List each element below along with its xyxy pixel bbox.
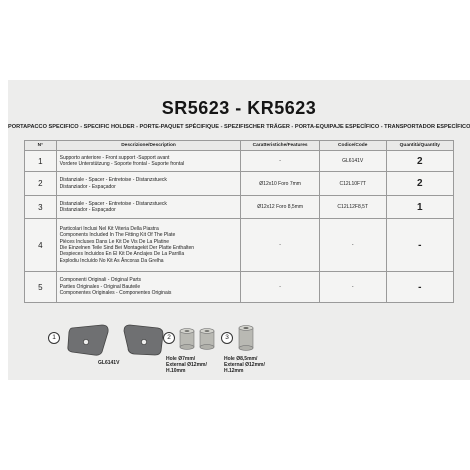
spacer-12mm-illustration (236, 323, 256, 353)
row-features: - (241, 219, 319, 272)
header-quantity: Quantità/Quantity (386, 141, 453, 151)
row-description (56, 272, 241, 303)
row-quantity: 2 (386, 172, 453, 196)
row-quantity: - (386, 219, 453, 272)
document-subtitle: PORTAPACCO SPECIFICO - SPECIFIC HOLDER - PORTE-PAQUET SPÉCIFIQUE - SPEZIFISCHER TRÄGER - PORTA-EQUIPAJE ESPECÍFICO - TRANSPORTADOR ESPECÍFICO (8, 124, 470, 130)
description-line: Distanziale - Spacer - Entretoise - Distanzstueck (59, 200, 167, 207)
item-3-specs (224, 356, 265, 374)
row-description (56, 196, 241, 219)
description-line: Componenti Originali - Original Parts (59, 277, 142, 284)
parts-legend (8, 320, 470, 380)
description-line: Componentes Originales - Componentes Originais (59, 290, 172, 297)
spacer-left (180, 329, 194, 350)
row-number: 4 (25, 219, 57, 272)
spacer-right (200, 329, 214, 350)
table-row (25, 151, 454, 172)
spacer-10mm-illustration (178, 326, 218, 352)
description-line: Explodiu Incluído No Kit As Âncoras Da Grelha (59, 257, 164, 264)
header-no: N° (25, 141, 57, 151)
row-features: Ø12x10 Foro 7mm (241, 172, 319, 196)
description-line: Supporto anteriore - Front support -Support avant (59, 154, 170, 161)
row-code: - (319, 272, 386, 303)
header-description: Descrizione/Description (56, 141, 241, 151)
description-line: Particolari Inclusi Nel Kit Viteria Della Piastra (59, 225, 159, 232)
row-code: C12L10F7T (319, 172, 386, 196)
description-line: Distanziador - Espaçador (59, 183, 116, 190)
description-line: Despieces Incluidos En El Kit De Anclajes De La Parrilla (59, 251, 185, 258)
document-title: SR5623 - KR5623 (161, 98, 317, 118)
row-description (56, 151, 241, 172)
table-row (25, 172, 454, 196)
row-description (56, 172, 241, 196)
description-line: Distanziale - Spacer - Entretoise - Distanzstueck (59, 177, 167, 184)
table-row (25, 272, 454, 303)
header-features: Caratteristiche/Features (241, 141, 319, 151)
row-code: GL6141V (319, 151, 386, 172)
row-number: 1 (25, 151, 57, 172)
item-1-code: GL6141V (98, 360, 120, 366)
item-2-number: 2 (163, 332, 175, 344)
spec-line: Hole Ø7mm/ (166, 356, 196, 362)
spec-line: Hole Ø8,5mm/ (224, 356, 258, 362)
row-features: Ø12x12 Foro 8,5mm (241, 196, 319, 219)
row-number: 5 (25, 272, 57, 303)
row-description (56, 219, 241, 272)
spacer-tall (239, 326, 253, 351)
row-code: - (319, 219, 386, 272)
row-quantity: 2 (386, 151, 453, 172)
parts-table (24, 140, 454, 303)
table-header-row (25, 141, 454, 151)
mounting-hole-left (83, 339, 88, 344)
mounting-hole-right (141, 339, 146, 344)
description-line: Components Included In The Fitting Kit Of The Plate (59, 232, 176, 239)
table-row (25, 219, 454, 272)
row-features: - (241, 151, 319, 172)
front-support-plates-illustration (64, 322, 174, 358)
row-number: 2 (25, 172, 57, 196)
spec-line: H.12mm (224, 368, 244, 374)
item-3-number: 3 (221, 332, 233, 344)
description-line: Parties Originales - Original Bauteile (59, 283, 141, 290)
header-code: Codice/Code (319, 141, 386, 151)
table-row (25, 196, 454, 219)
description-line: Vordere Unterstützung - Soporte frontal - Suporte frontal (59, 161, 185, 167)
item-1-number: 1 (48, 332, 60, 344)
row-code: C12L12F8,5T (319, 196, 386, 219)
row-quantity: - (386, 272, 453, 303)
description-line: Die Einzelnen Teile Sind Bei Montagekit Der Platte Enthalten (59, 245, 195, 251)
spec-line: H.10mm (166, 368, 186, 374)
row-quantity: 1 (386, 196, 453, 219)
spec-line: External Ø12mm/ (224, 362, 265, 368)
spec-line: External Ø12mm/ (166, 362, 207, 368)
description-line: Pièces Incluses Dans Le Kit De Vis De La Platine (59, 238, 170, 245)
instruction-sheet (8, 80, 470, 380)
item-2-specs (166, 356, 207, 374)
row-number: 3 (25, 196, 57, 219)
description-line: Distanziador - Espaçador (59, 207, 116, 213)
row-features: - (241, 272, 319, 303)
